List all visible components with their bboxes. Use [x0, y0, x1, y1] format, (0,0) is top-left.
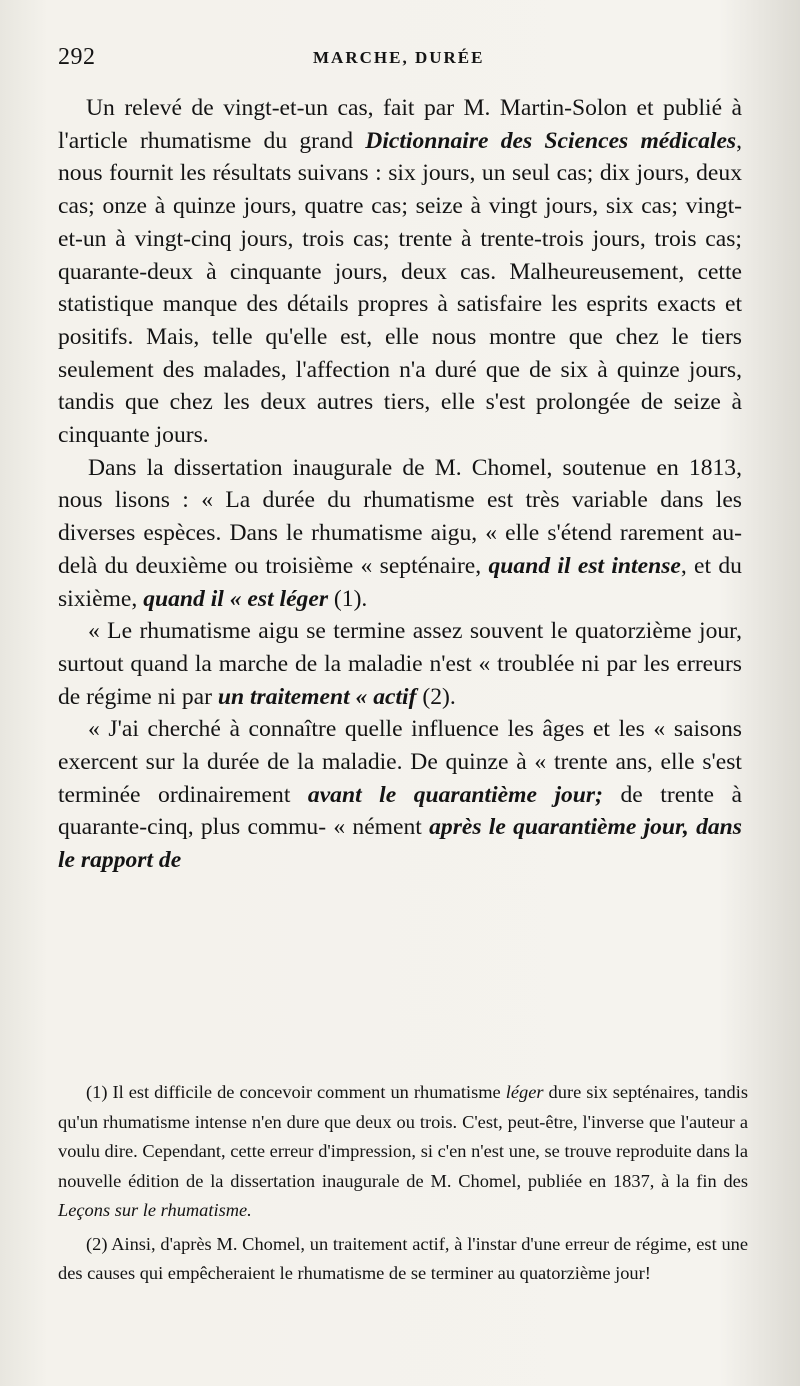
footnote [58, 1230, 748, 1289]
italic-text: quand il est intense [488, 552, 681, 579]
text-run: Un relevé de vingt-et-un cas, fait par M. Martin-Solon et publié à l'article rhumatisme du grand [58, 95, 742, 154]
paragraph [58, 615, 742, 713]
paragraph [58, 92, 742, 452]
body-text [58, 92, 742, 877]
paragraph [58, 452, 742, 616]
italic-text: quand il « est léger [143, 585, 329, 612]
text-run: (1). [328, 585, 368, 612]
text-run: dure six septénaires, tandis qu'un rhumatisme intense n'en dure que deux ou trois. C'est, peut-être, l'inverse que l'auteur a voulu dire. Cependant, cette erreur d'impression, si c'en n'est une, se trouve reproduite dans la nouvelle édition de la dissertation inaugurale de M. Chomel, publiée en 1837, à la fin des [58, 1082, 748, 1191]
footnote [58, 1078, 748, 1226]
page-number: 292 [58, 44, 96, 70]
text-run: (1) Il est difficile de concevoir comment un rhumatisme [86, 1082, 506, 1102]
italic-text: Leçons sur le rhumatisme. [58, 1200, 252, 1220]
text-run: « J'ai cherché à connaître quelle influence les âges et les « saisons exercent sur la durée de la maladie. De quinze à « trente ans, elle s'est terminée ordinairement [58, 716, 742, 808]
italic-text: après le quarantième jour, dans le rapport de [58, 814, 742, 874]
text-run: « Le rhumatisme aigu se termine assez souvent le quatorzième jour, surtout quand la marche de la maladie n'est « troublée ni par les erreurs de régime ni par [58, 618, 742, 710]
italic-text: Dictionnaire des Sciences médicales [365, 127, 737, 154]
text-run: (2) Ainsi, d'après M. Chomel, un traitement actif, à l'instar d'une erreur de régime, est une des causes qui empêcheraient le rhumatisme de se terminer au quatorzième jour! [58, 1233, 748, 1283]
italic-text: avant le quarantième jour; [307, 781, 603, 808]
italic-text: léger [505, 1082, 544, 1102]
italic-text: un traitement « actif [217, 683, 417, 710]
paragraph [58, 713, 742, 877]
running-head: MARCHE, DURÉE [313, 48, 485, 67]
text-run: (2). [416, 683, 456, 710]
text-run: Dans la dissertation inaugurale de M. Chomel, soutenue en 1813, nous lisons : « La durée du rhumatisme est très variable dans les diverses espèces. Dans le rhumatisme aigu, « elle s'étend rarement au-delà du deuxième ou troisième « septénaire, [58, 454, 742, 579]
text-run: , et du sixième, [58, 552, 742, 612]
footnotes [58, 1078, 748, 1293]
page-header [58, 44, 740, 80]
text-run: , nous fournit les résultats suivans : six jours, un seul cas; dix jours, deux cas; onze à quinze jours, quatre cas; seize à vingt jours, six cas; vingt-et-un à vingt-cinq jours, trois cas; trente à trente-trois jours, trois cas; quarante-deux à cinquante jours, deux cas. Malheureusement, cette statistique manque des détails propres à satisfaire les esprits exacts et positifs. Mais, telle qu'elle est, elle nous montre que chez le tiers seulement des malades, l'affection n'a duré que de six à quinze jours, tandis que chez les deux autres tiers, elle s'est prolongée de seize à cinquante jours. [58, 127, 743, 449]
text-run: de trente à quarante-cinq, plus commu- « nément [58, 781, 742, 841]
